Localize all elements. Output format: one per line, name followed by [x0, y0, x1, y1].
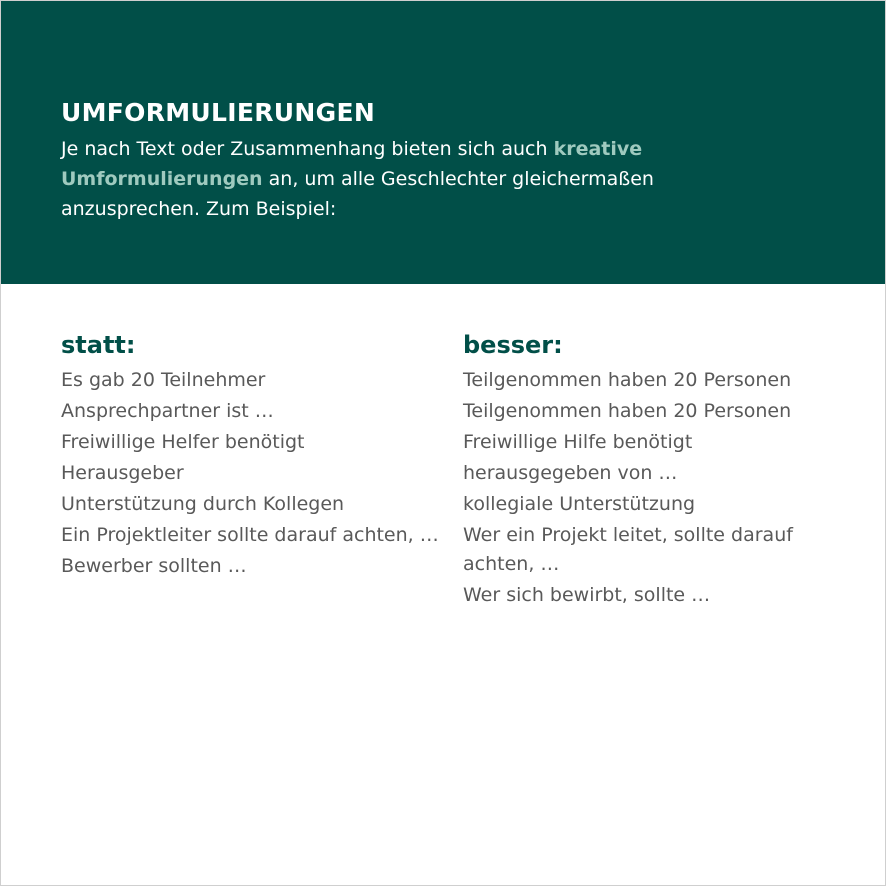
- header-banner: [1, 1, 885, 284]
- column-instead-heading: statt:: [61, 331, 136, 359]
- list-item: Unterstützung durch Kollegen: [61, 493, 345, 515]
- column-better: [463, 328, 851, 612]
- column-better-heading: besser:: [463, 331, 563, 359]
- column-instead: [61, 328, 463, 612]
- list-item: Ansprechpartner ist …: [61, 400, 274, 422]
- column-better-list: [463, 366, 851, 610]
- list-item: kollegiale Unterstützung: [463, 493, 696, 515]
- comparison-columns: [61, 328, 851, 612]
- list-item: Freiwillige Hilfe benötigt: [463, 431, 693, 453]
- list-item: Wer sich bewirbt, sollte …: [463, 584, 711, 606]
- column-instead-list: [61, 366, 463, 581]
- intro-text: [61, 134, 721, 224]
- list-item: Bewerber sollten …: [61, 555, 247, 577]
- intro-highlight: kreative Umformulierungen: [61, 138, 643, 190]
- list-item: herausgegeben von …: [463, 462, 678, 484]
- list-item: Ein Projektleiter sollte darauf achten, …: [61, 524, 439, 546]
- list-item: Es gab 20 Teilnehmer: [61, 369, 266, 391]
- list-item: Teilgenommen haben 20 Personen: [463, 369, 792, 391]
- list-item: Freiwillige Helfer benötigt: [61, 431, 305, 453]
- list-item: Teilgenommen haben 20 Personen: [463, 400, 792, 422]
- page-title: UMFORMULIERUNGEN: [61, 98, 376, 127]
- intro-text-after: an, um alle Geschlechter gleichermaßen anzusprechen. Zum Beispiel:: [61, 168, 654, 220]
- list-item: Wer ein Projekt leitet, sollte darauf achten, …: [463, 524, 793, 575]
- list-item: Herausgeber: [61, 462, 184, 484]
- intro-text-before: Je nach Text oder Zusammenhang bieten sich auch: [61, 138, 554, 160]
